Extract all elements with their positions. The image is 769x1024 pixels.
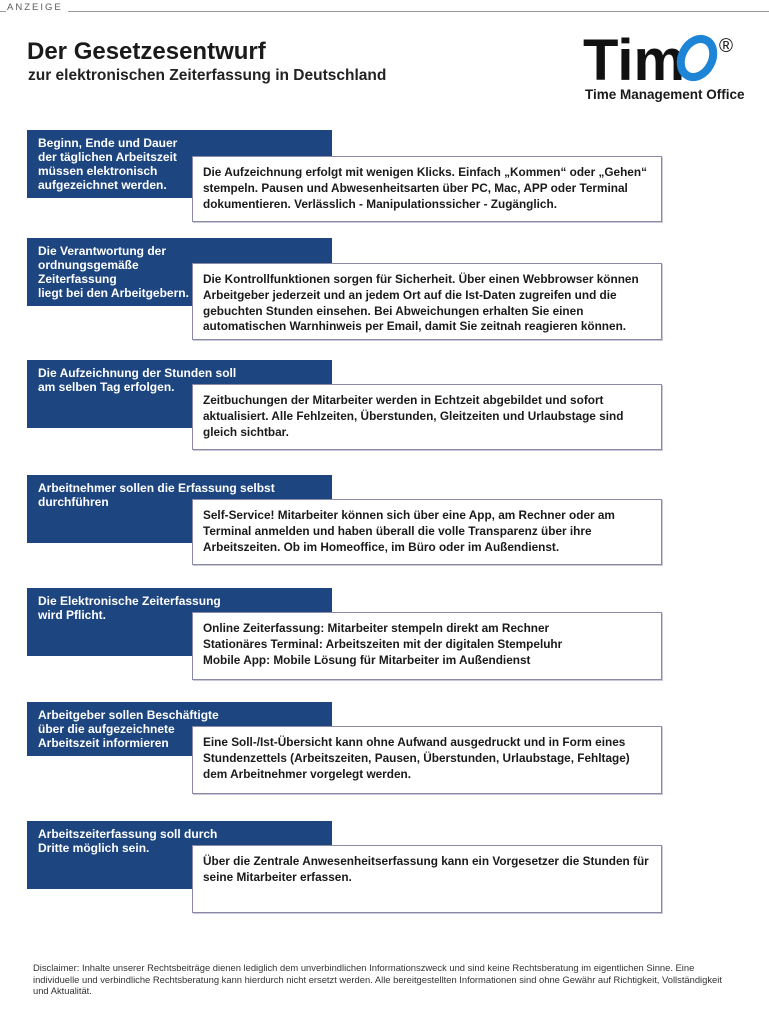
logo-name-text: Tim [583, 28, 686, 93]
requirement-label: Die Elektronische Zeiterfassung wird Pflicht. [27, 588, 332, 656]
disclaimer: Disclaimer: Inhalte unserer Rechtsbeiträge dienen lediglich dem unverbindlichen Informationszweck und sind keine Rechtsberatung im eigentlichen Sinne. Eine individuelle und verbindliche Rechtsberatung kann hierdurch nicht ersetzt werden. Alle bereitgestellten Informationen sind ohne Gewähr auf Richtigkeit, Vollständigkeit und Aktualität. [33, 962, 722, 997]
top-rule [0, 11, 769, 12]
page-subtitle: zur elektronischen Zeiterfassung in Deutschland [28, 67, 387, 84]
requirement-solution: Die Aufzeichnung erfolgt mit wenigen Klicks. Einfach „Kommen“ oder „Gehen“ stempeln. Pausen und Abwesenheitsarten über PC, Mac, APP oder Terminal dokumentieren. Verlässlich - Manipulationssicher - Zugänglich. [192, 156, 662, 222]
registered-mark: ® [719, 36, 733, 57]
requirement-label: Arbeitszeiterfassung soll durch Dritte möglich sein. [27, 821, 332, 889]
requirement-label: Arbeitnehmer sollen die Erfassung selbst durchführen [27, 475, 332, 543]
requirement-solution: Die Kontrollfunktionen sorgen für Sicherheit. Über einen Webbrowser können Arbeitgeber jederzeit und an jedem Ort auf die Ist-Daten zugreifen und die gebuchten Stunden einsehen. Bei Abweichungen erhalten Sie einen automatischen Warnhinweis per Email, damit Sie zeitnah reagieren können. [192, 263, 662, 340]
requirement-label: Die Verantwortung der ordnungsgemäße Zeiterfassung liegt bei den Arbeitgebern. [27, 238, 332, 306]
requirement-label: Beginn, Ende und Dauer der täglichen Arbeitszeit müssen elektronisch aufgezeichnet werden. [27, 130, 332, 198]
logo-subtitle: Time Management Office [585, 87, 745, 102]
requirement-solution: Zeitbuchungen der Mitarbeiter werden in Echtzeit abgebildet und sofort aktualisiert. Alle Fehlzeiten, Überstunden, Gleitzeiten und Urlaubstage sind gleich sichtbar. [192, 384, 662, 450]
requirement-solution: Online Zeiterfassung: Mitarbeiter stempeln direkt am Rechner Stationäres Terminal: Arbeitszeiten mit der digitalen Stempeluhr Mobile App: Mobile Lösung für Mitarbeiter im Außendienst [192, 612, 662, 680]
page-title: Der Gesetzesentwurf [27, 38, 266, 65]
requirement-solution: Self-Service! Mitarbeiter können sich über eine App, am Rechner oder am Terminal anmelden und haben überall die volle Transparenz über ihre Arbeitszeiten. Ob im Homeoffice, im Büro oder im Außendienst. [192, 499, 662, 565]
requirement-solution: Eine Soll-/Ist-Übersicht kann ohne Aufwand ausgedruckt und in Form eines Stundenzettels (Arbeitszeiten, Pausen, Überstunden, Urlaubstage, Fehltage) dem Arbeitnehmer vorgelegt werden. [192, 726, 662, 794]
requirement-solution: Über die Zentrale Anwesenheitserfassung kann ein Vorgesetzer die Stunden für seine Mitarbeiter erfassen. [192, 845, 662, 913]
requirement-label: Arbeitgeber sollen Beschäftigte über die aufgezeichnete Arbeitszeit informieren [27, 702, 332, 756]
requirement-label: Die Aufzeichnung der Stunden soll am selben Tag erfolgen. [27, 360, 332, 428]
timo-logo-mark [583, 28, 748, 93]
timo-logo [583, 28, 748, 106]
ad-label: ANZEIGE [6, 2, 68, 13]
